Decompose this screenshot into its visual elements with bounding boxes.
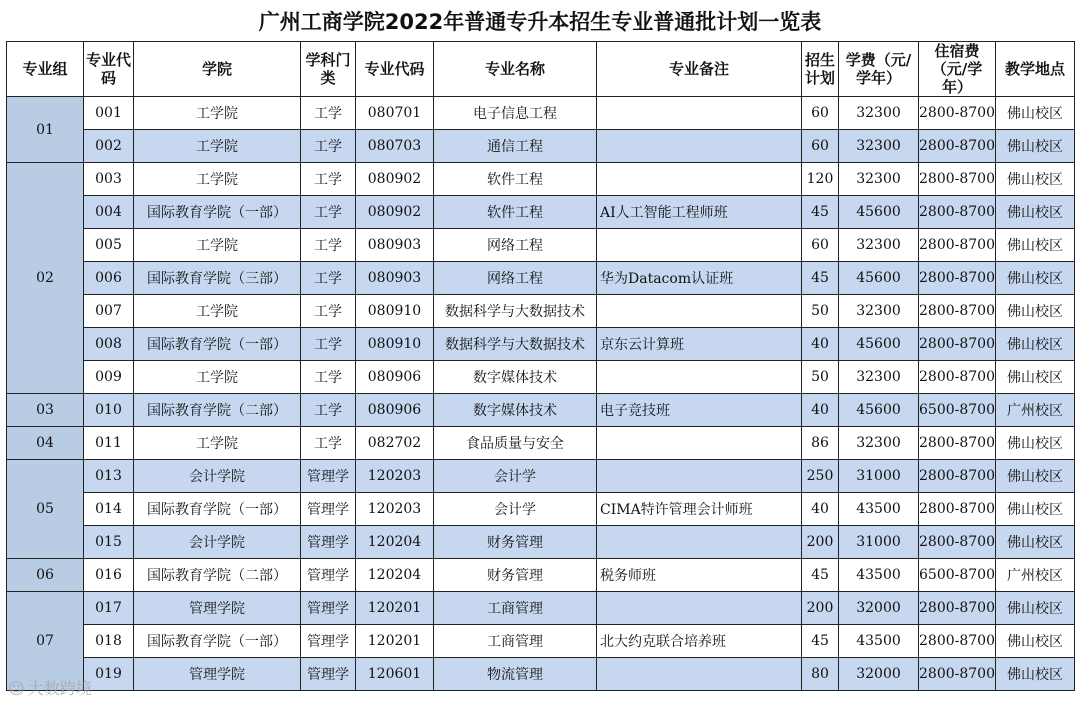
group-cell: 07 [7, 592, 84, 691]
cell-plan: 45 [802, 559, 839, 592]
cell-campus: 佛山校区 [996, 625, 1075, 658]
cell-college: 工学院 [134, 97, 301, 130]
cell-dorm: 2800-8700 [919, 658, 996, 691]
cell-major-code: 080910 [356, 328, 434, 361]
cell-dorm: 6500-8700 [919, 559, 996, 592]
cell-tuition: 32300 [839, 97, 919, 130]
cell-note [597, 163, 802, 196]
cell-major-name: 网络工程 [434, 229, 597, 262]
cell-dorm: 2800-8700 [919, 328, 996, 361]
cell-category: 管理学 [301, 559, 356, 592]
group-cell: 04 [7, 427, 84, 460]
cell-major-code: 080906 [356, 394, 434, 427]
cell-tuition: 32300 [839, 361, 919, 394]
cell-campus: 佛山校区 [996, 526, 1075, 559]
table-row [7, 229, 1075, 262]
table-row [7, 97, 1075, 130]
cell-code: 006 [84, 262, 134, 295]
cell-major-code: 080902 [356, 196, 434, 229]
cell-category: 管理学 [301, 658, 356, 691]
cell-dorm: 6500-8700 [919, 394, 996, 427]
cell-major-code: 120601 [356, 658, 434, 691]
cell-major-code: 120203 [356, 460, 434, 493]
cell-note [597, 526, 802, 559]
cell-category: 工学 [301, 295, 356, 328]
cell-note [597, 460, 802, 493]
cell-code: 002 [84, 130, 134, 163]
col-header-group: 专业组 [7, 42, 84, 97]
cell-tuition: 45600 [839, 262, 919, 295]
cell-major-name: 财务管理 [434, 526, 597, 559]
cell-college: 工学院 [134, 229, 301, 262]
cell-tuition: 32300 [839, 229, 919, 262]
cell-campus: 佛山校区 [996, 592, 1075, 625]
cell-major-name: 数据科学与大数据技术 [434, 295, 597, 328]
cell-dorm: 2800-8700 [919, 361, 996, 394]
cell-category: 工学 [301, 229, 356, 262]
cell-campus: 佛山校区 [996, 229, 1075, 262]
cell-code: 017 [84, 592, 134, 625]
cell-note [597, 130, 802, 163]
cell-major-name: 财务管理 [434, 559, 597, 592]
cell-campus: 佛山校区 [996, 493, 1075, 526]
cell-tuition: 32300 [839, 295, 919, 328]
table-row [7, 163, 1075, 196]
table-row [7, 460, 1075, 493]
cell-code: 016 [84, 559, 134, 592]
cell-code: 007 [84, 295, 134, 328]
cell-plan: 50 [802, 295, 839, 328]
cell-note [597, 361, 802, 394]
cell-college: 国际教育学院（三部） [134, 262, 301, 295]
cell-tuition: 45600 [839, 196, 919, 229]
cell-major-code: 080903 [356, 229, 434, 262]
table-row [7, 262, 1075, 295]
cell-campus: 佛山校区 [996, 295, 1075, 328]
cell-code: 011 [84, 427, 134, 460]
cell-plan: 200 [802, 592, 839, 625]
cell-tuition: 32300 [839, 130, 919, 163]
cell-major-code: 080902 [356, 163, 434, 196]
cell-plan: 86 [802, 427, 839, 460]
cell-code: 003 [84, 163, 134, 196]
cell-tuition: 32300 [839, 163, 919, 196]
cell-major-name: 食品质量与安全 [434, 427, 597, 460]
cell-plan: 40 [802, 328, 839, 361]
cell-plan: 200 [802, 526, 839, 559]
cell-tuition: 43500 [839, 493, 919, 526]
cell-code: 019 [84, 658, 134, 691]
cell-campus: 佛山校区 [996, 262, 1075, 295]
cell-tuition: 32300 [839, 427, 919, 460]
cell-plan: 40 [802, 394, 839, 427]
cell-dorm: 2800-8700 [919, 427, 996, 460]
cell-dorm: 2800-8700 [919, 625, 996, 658]
cell-major-code: 080701 [356, 97, 434, 130]
cell-major-name: 物流管理 [434, 658, 597, 691]
cell-category: 管理学 [301, 526, 356, 559]
cell-plan: 250 [802, 460, 839, 493]
cell-plan: 45 [802, 196, 839, 229]
col-header-major-code: 专业代码 [356, 42, 434, 97]
cell-major-code: 120204 [356, 559, 434, 592]
cell-category: 管理学 [301, 493, 356, 526]
watermark-logo-icon: ☺ [8, 679, 25, 698]
cell-dorm: 2800-8700 [919, 295, 996, 328]
cell-category: 管理学 [301, 592, 356, 625]
cell-category: 工学 [301, 163, 356, 196]
col-header-note: 专业备注 [597, 42, 802, 97]
page-title: 广州工商学院2022年普通专升本招生专业普通批计划一览表 [258, 10, 822, 34]
cell-category: 工学 [301, 130, 356, 163]
cell-dorm: 2800-8700 [919, 460, 996, 493]
cell-college: 国际教育学院（二部） [134, 559, 301, 592]
cell-category: 工学 [301, 196, 356, 229]
col-header-plan: 招生计划 [802, 42, 839, 97]
cell-note [597, 229, 802, 262]
cell-major-code: 080910 [356, 295, 434, 328]
cell-category: 工学 [301, 262, 356, 295]
cell-dorm: 2800-8700 [919, 97, 996, 130]
col-header-tuition: 学费（元/学年） [839, 42, 919, 97]
cell-plan: 45 [802, 262, 839, 295]
cell-dorm: 2800-8700 [919, 196, 996, 229]
cell-dorm: 2800-8700 [919, 262, 996, 295]
cell-college: 工学院 [134, 163, 301, 196]
cell-note [597, 592, 802, 625]
cell-dorm: 2800-8700 [919, 130, 996, 163]
cell-major-name: 数字媒体技术 [434, 394, 597, 427]
cell-tuition: 31000 [839, 460, 919, 493]
cell-major-name: 通信工程 [434, 130, 597, 163]
cell-plan: 60 [802, 229, 839, 262]
cell-college: 国际教育学院（一部） [134, 196, 301, 229]
cell-college: 会计学院 [134, 460, 301, 493]
cell-tuition: 32000 [839, 592, 919, 625]
cell-major-code: 082702 [356, 427, 434, 460]
cell-category: 工学 [301, 394, 356, 427]
cell-major-code: 080703 [356, 130, 434, 163]
cell-major-name: 数据科学与大数据技术 [434, 328, 597, 361]
cell-plan: 45 [802, 625, 839, 658]
cell-campus: 佛山校区 [996, 658, 1075, 691]
table-row [7, 130, 1075, 163]
cell-college: 管理学院 [134, 592, 301, 625]
cell-college: 管理学院 [134, 658, 301, 691]
cell-plan: 120 [802, 163, 839, 196]
col-header-campus: 教学地点 [996, 42, 1075, 97]
group-cell: 02 [7, 163, 84, 394]
table-row [7, 625, 1075, 658]
cell-college: 会计学院 [134, 526, 301, 559]
cell-tuition: 32000 [839, 658, 919, 691]
cell-campus: 佛山校区 [996, 361, 1075, 394]
cell-code: 014 [84, 493, 134, 526]
cell-plan: 40 [802, 493, 839, 526]
cell-major-name: 网络工程 [434, 262, 597, 295]
cell-college: 工学院 [134, 295, 301, 328]
group-cell: 03 [7, 394, 84, 427]
cell-category: 工学 [301, 361, 356, 394]
cell-campus: 佛山校区 [996, 196, 1075, 229]
cell-note: 华为Datacom认证班 [597, 262, 802, 295]
cell-college: 国际教育学院（一部） [134, 625, 301, 658]
cell-category: 管理学 [301, 625, 356, 658]
cell-campus: 广州校区 [996, 394, 1075, 427]
cell-dorm: 2800-8700 [919, 526, 996, 559]
cell-campus: 佛山校区 [996, 427, 1075, 460]
cell-college: 工学院 [134, 361, 301, 394]
table-row [7, 559, 1075, 592]
table-row [7, 328, 1075, 361]
table-row [7, 361, 1075, 394]
cell-tuition: 31000 [839, 526, 919, 559]
cell-code: 005 [84, 229, 134, 262]
cell-campus: 佛山校区 [996, 328, 1075, 361]
cell-note: 京东云计算班 [597, 328, 802, 361]
cell-major-code: 120204 [356, 526, 434, 559]
cell-note: 税务师班 [597, 559, 802, 592]
col-header-college: 学院 [134, 42, 301, 97]
cell-code: 013 [84, 460, 134, 493]
cell-campus: 佛山校区 [996, 460, 1075, 493]
cell-code: 018 [84, 625, 134, 658]
cell-code: 015 [84, 526, 134, 559]
cell-plan: 80 [802, 658, 839, 691]
cell-college: 国际教育学院（一部） [134, 493, 301, 526]
cell-campus: 佛山校区 [996, 163, 1075, 196]
cell-campus: 广州校区 [996, 559, 1075, 592]
cell-category: 工学 [301, 427, 356, 460]
header-row [7, 42, 1075, 97]
cell-dorm: 2800-8700 [919, 493, 996, 526]
cell-note [597, 427, 802, 460]
cell-dorm: 2800-8700 [919, 163, 996, 196]
table-row [7, 196, 1075, 229]
cell-note: 电子竞技班 [597, 394, 802, 427]
cell-major-code: 120201 [356, 592, 434, 625]
cell-campus: 佛山校区 [996, 130, 1075, 163]
cell-code: 004 [84, 196, 134, 229]
cell-campus: 佛山校区 [996, 97, 1075, 130]
cell-dorm: 2800-8700 [919, 229, 996, 262]
table-row [7, 295, 1075, 328]
cell-note: AI人工智能工程师班 [597, 196, 802, 229]
cell-plan: 50 [802, 361, 839, 394]
table-row [7, 493, 1075, 526]
cell-major-code: 120201 [356, 625, 434, 658]
table-row [7, 526, 1075, 559]
cell-note [597, 658, 802, 691]
col-header-code: 专业代码 [84, 42, 134, 97]
table-row [7, 658, 1075, 691]
cell-category: 工学 [301, 328, 356, 361]
cell-code: 010 [84, 394, 134, 427]
cell-dorm: 2800-8700 [919, 592, 996, 625]
cell-major-name: 工商管理 [434, 625, 597, 658]
table-row [7, 427, 1075, 460]
cell-category: 管理学 [301, 460, 356, 493]
group-cell: 05 [7, 460, 84, 559]
cell-note: 北大约克联合培养班 [597, 625, 802, 658]
cell-plan: 60 [802, 130, 839, 163]
cell-major-name: 数字媒体技术 [434, 361, 597, 394]
cell-code: 009 [84, 361, 134, 394]
cell-tuition: 45600 [839, 394, 919, 427]
cell-major-name: 软件工程 [434, 163, 597, 196]
cell-college: 国际教育学院（一部） [134, 328, 301, 361]
cell-college: 工学院 [134, 427, 301, 460]
cell-code: 008 [84, 328, 134, 361]
table-row [7, 592, 1075, 625]
cell-major-name: 电子信息工程 [434, 97, 597, 130]
col-header-major-name: 专业名称 [434, 42, 597, 97]
cell-college: 工学院 [134, 130, 301, 163]
group-cell: 06 [7, 559, 84, 592]
cell-major-name: 会计学 [434, 493, 597, 526]
cell-college: 国际教育学院（二部） [134, 394, 301, 427]
cell-major-code: 080903 [356, 262, 434, 295]
cell-note [597, 97, 802, 130]
col-header-dorm: 住宿费（元/学年） [919, 42, 996, 97]
enrollment-plan-table [6, 41, 1075, 691]
cell-major-code: 120203 [356, 493, 434, 526]
cell-major-name: 会计学 [434, 460, 597, 493]
cell-note: CIMA特许管理会计师班 [597, 493, 802, 526]
cell-category: 工学 [301, 97, 356, 130]
cell-plan: 60 [802, 97, 839, 130]
cell-major-code: 080906 [356, 361, 434, 394]
cell-major-name: 软件工程 [434, 196, 597, 229]
cell-tuition: 43500 [839, 625, 919, 658]
cell-code: 001 [84, 97, 134, 130]
cell-tuition: 43500 [839, 559, 919, 592]
cell-major-name: 工商管理 [434, 592, 597, 625]
col-header-category: 学科门类 [301, 42, 356, 97]
table-row [7, 394, 1075, 427]
cell-tuition: 45600 [839, 328, 919, 361]
watermark: ☺ 大数跨境 [8, 679, 92, 698]
group-cell: 01 [7, 97, 84, 163]
cell-note [597, 295, 802, 328]
